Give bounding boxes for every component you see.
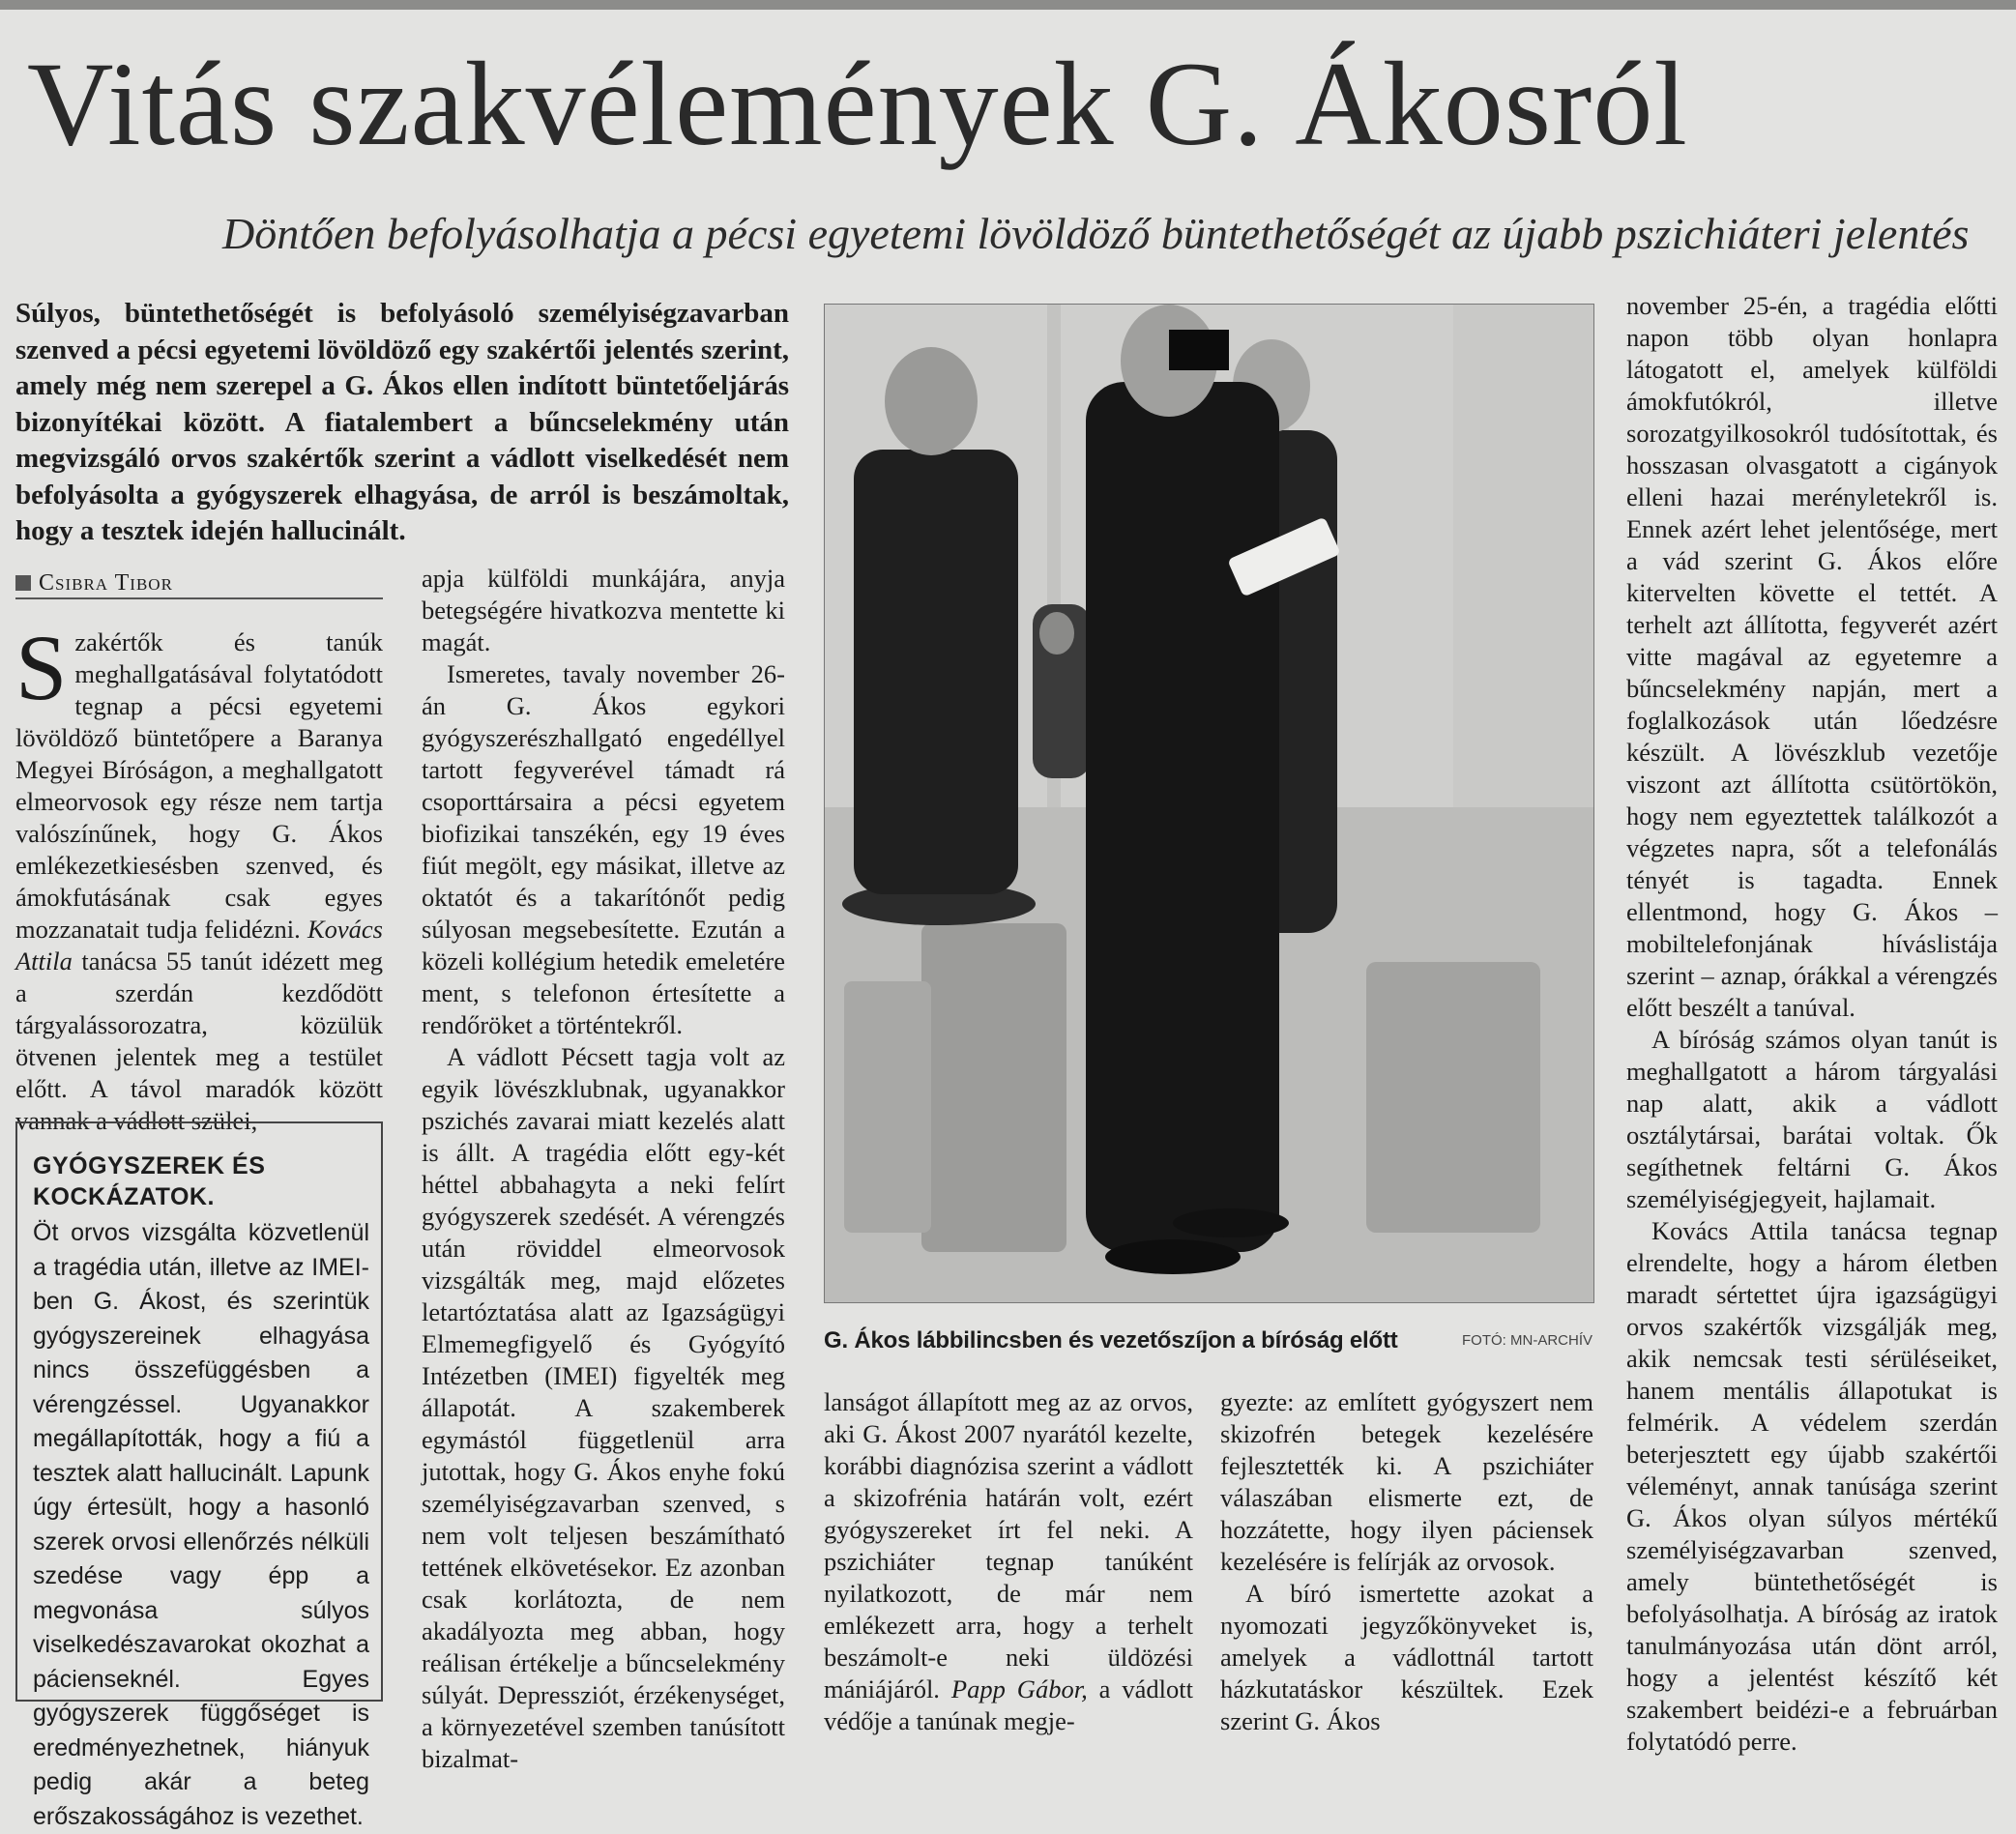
article-paragraph: Szakértők és tanúk meghallgatásával folytatódott tegnap a pécsi egyetemi lövöldöző büntetőpere a Baranya Megyei Bíróságon, a meghallgatott elmeorvosok egy része nem tartja valószínűnek, hogy G. Ákos emlékezetkiesésben szenved, és ámokfutásának csak egyes mozzanatait tudja felidézni. Kovács Attila tanácsa 55 tanút idézett meg a szerdán kezdődött tárgyalássorozatra, közülük ötvenen jelentek meg a testület előtt. A távol maradók között vannak a vádlott szülei, [15,616,383,1135]
article-paragraph: A bíróság számos olyan tanút is meghallgatott a három tárgyalási nap alatt, akik a vádlott osztálytársai, barátai voltak. Ők segíthetnek feltárni G. Ákos személyiségjegyeit, hajlamait. [1626,1025,1998,1213]
article-paragraph: gyezte: az említett gyógyszert nem skizofrén betegek kezelésére fejlesztették ki. A pszichiáter válaszában elismerte ezt, de hozzátette, hogy ilyen páciensek kezelésére is felírják az orvosok. [1220,1387,1593,1576]
sidebar-text: Öt orvos vizsgálta közvetlenül a tragédia után, illetve az IMEI-ben G. Ákost, és szerintük gyógyszereinek elhagyása nincs összefüggésben a vérengzéssel. Ugyanakkor megállapították, hogy a fiú a tesztek alatt hallucinált. Lapunk úgy értesült, hogy a hasonló szerek orvosi ellenőrzés nélküli szedése vagy épp a megvonása súlyos viselkedészavarokat okozhat a pácienseknél. Egyes gyógyszerek függőséget is eredményezhetnek, hiányuk pedig akár a beteg erőszakosságához is vezethet. [33,1219,369,1830]
article-column-2 [422,563,785,1775]
courtroom-photo [824,304,1594,1303]
headline: Vitás szakvélemények G. Ákosról [27,38,1688,170]
article-column-5 [1626,290,1998,1758]
article-paragraph: apja külföldi munkájára, anyja betegségére hivatkozva mentette ki magát. [422,564,785,656]
article-column-3 [824,1386,1193,1737]
photo-illustration [825,305,1593,1302]
sidebar-title: GYÓGYSZEREK ÉS KOCKÁZATOK. [33,1152,266,1210]
lead-paragraph: Súlyos, büntethetőségét is befolyásoló személyiségzavarban szenved a pécsi egyetemi lövöldöző egy szakértői jelentés szerint, amely még nem szerepel a G. Ákos ellen indított büntetőeljárás bizonyítékai között. A fiatalembert a bűncselekmény után megvizsgáló orvos szakértők szerint a vádlott viselkedését nem befolyásolta a gyógyszerek elhagyása, de arról is beszámoltak, hogy a tesztek idején hallucinált. [15,298,789,546]
subheadline: Döntően befolyásolhatja a pécsi egyetemi lövöldöző büntethetőségét az újabb pszichiáteri jelentés [222,209,1970,258]
article-paragraph: A vádlott Pécsett tagja volt az egyik lövészklubnak, ugyanakkor pszichés zavarai miatt kezelés alatt is állt. A tragédia előtt egy-két héttel abbahagyta a neki felírt gyógyszerek szedését. A vérengzés után röviddel elmeorvosok vizsgálták meg, majd előzetes letartóztatása alatt az Igazságügyi Elmemegfigyelő és Gyógyító Intézetben (IMEI) figyelték meg állapotát. A szakemberek egymástól függetlenül arra jutottak, hogy G. Ákos enyhe fokú személyiségzavarban szenved, s nem volt teljesen beszámítható tettének elkövetésekor. Ez azonban csak korlátozta, de nem akadályozta meg abban, hogy reálisan értékelje a bűncselekmény súlyát. Depressziót, érzékenységet, a környezetével szemben tanúsított bizalmat- [422,1042,785,1773]
byline [15,568,383,599]
photo-credit: FOTÓ: MN-ARCHÍV [1462,1332,1592,1349]
author-name: Csibra Tibor [39,570,173,596]
byline-square-icon [15,575,31,591]
article-paragraph: november 25-én, a tragédia előtti napon több olyan honlapra látogatott el, amelyek külföldi ámokfutókról, illetve sorozatgyilkosokról tudósítottak, és hosszasan olvasgatott a cigányok elleni hazai merényletekről is. Ennek azért lehet jelentősége, mert a vád szerint G. Ákos előre kitervelten követte el tettét. A terhelt azt állította, fegyverét azért vitte magával az egyetemre a bűncselekmény napján, mert a foglalkozások után lőedzésre készült. A lövészklub vezetője viszont azt állította csütörtökön, hogy nem egyeztettek találkozót a végzetes napra, sőt a telefonálás tényét is tagadta. Ennek ellentmond, hogy G. Ákos – mobiltelefonjának híváslistája szerint – aznap, órákkal a vérengzés előtt beszélt a tanúval. [1626,291,1998,1022]
article-column-4 [1220,1386,1593,1737]
top-rule [0,0,2016,10]
photo-caption: G. Ákos lábbilincsben és vezetőszíjon a bíróság előtt [824,1327,1398,1354]
article-paragraph: Kovács Attila tanácsa tegnap elrendelte, hogy a három életben maradt sértettet újra igazságügyi orvos szakértők vizsgálják meg, akik nemcsak testi sérüléseiket, hanem mentális állapotukat is felmérik. A védelem szerdán beterjesztett egy újabb szakértői véleményt, annak tanúsága szerint G. Ákos olyan súlyos mértékű személyiségzavarban szenved, amely büntethetőségét is befolyásolhatja. A bíróság az iratok tanulmányozása után dönt arról, hogy a jelentést készítő két szakembert beidézi-e a februárban folytatódó perre. [1626,1216,1998,1756]
sidebar-box [15,1121,383,1830]
article-paragraph: lanságot állapított meg az az orvos, aki G. Ákost 2007 nyarától kezelte, korábbi diagnózisa szerint a vádlott a skizofrénia határán volt, ezért gyógyszereket írt fel neki. A pszichiáter tegnap tanúként nyilatkozott, de már nem emlékezett arra, hogy a terhelt beszámolt-e neki üldözési mániájáról. Papp Gábor, a vádlott védője a tanúnak megje- [824,1387,1193,1735]
photo-caption-row [824,1325,1592,1357]
article-column-1 [15,616,383,1137]
person-name: Papp Gábor, [950,1674,1088,1703]
drop-cap: S [15,616,68,719]
article-paragraph: Ismeretes, tavaly november 26-án G. Ákos egykori gyógyszerészhallgató engedéllyel tartott fegyverével támadt rá csoporttársaira a pécsi egyetem biofizikai tanszékén, egy 19 éves fiút megölt, egy másikat, illetve az oktatót és a takarítónőt pedig súlyosan megsebesítette. Ezután a közeli kollégium hetedik emeletére ment, s telefonon értesítette a rendőröket a történtekről. [422,659,785,1039]
article-paragraph: A bíró ismertette azokat a nyomozati jegyzőkönyveket is, amelyek a vádlottnál tartott házkutatáskor készültek. Ezek szerint G. Ákos [1220,1579,1593,1735]
person-name: Kovács Attila [15,915,383,975]
